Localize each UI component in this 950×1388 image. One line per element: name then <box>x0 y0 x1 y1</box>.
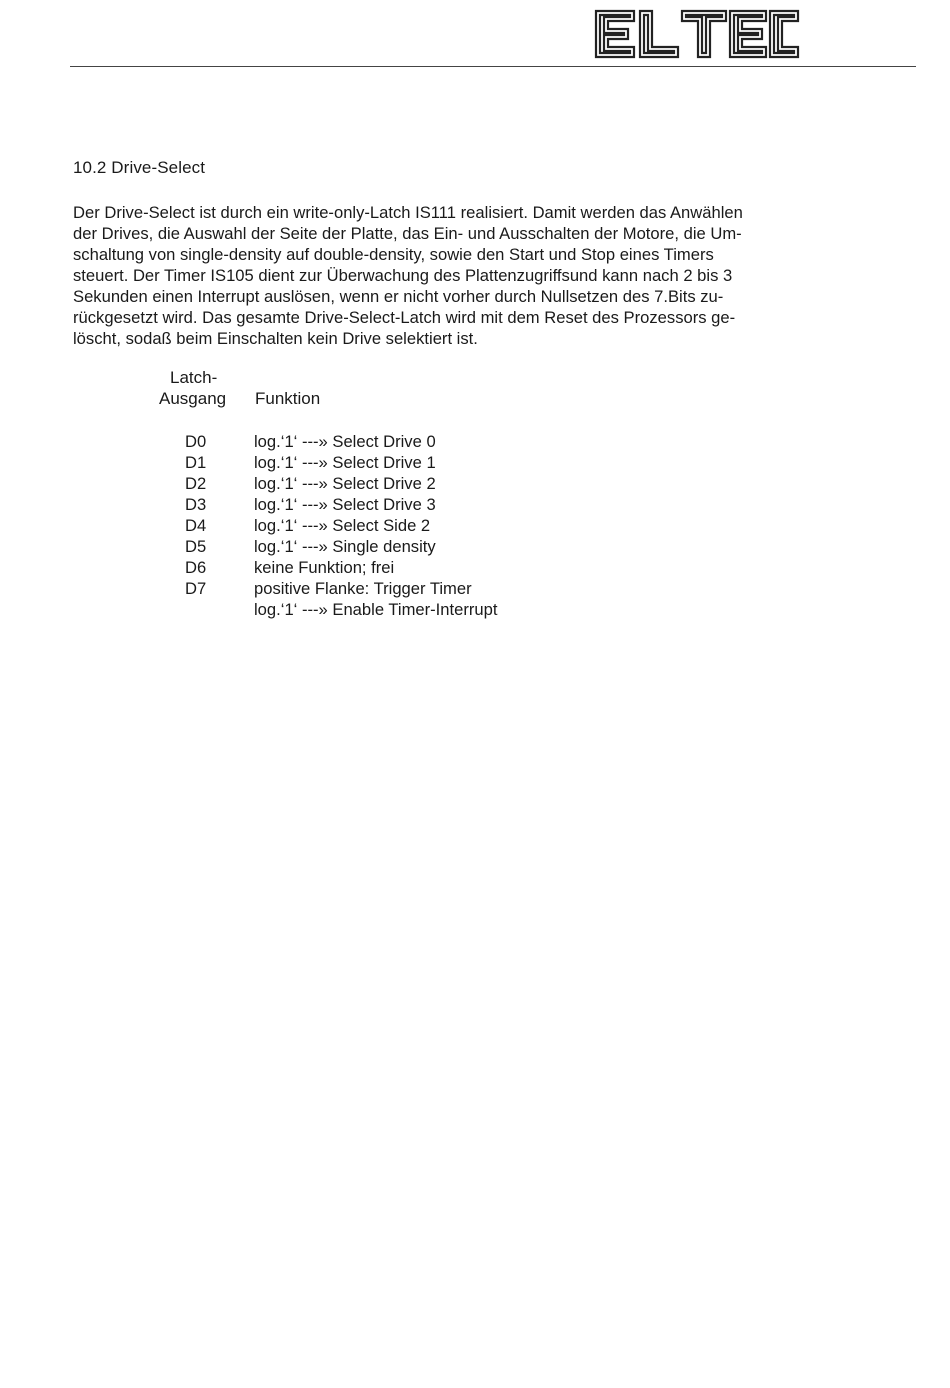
output-cell: D0 <box>185 432 207 451</box>
function-cell: log.‘1‘ ---» Select Drive 1 <box>254 453 436 472</box>
paragraph-line: Sekunden einen Interrupt auslösen, wenn er nicht vorher durch Nullsetzen des 7.Bits zu- <box>73 287 724 306</box>
table-header-output-line1: Latch- <box>170 368 218 387</box>
header-rule <box>70 66 916 67</box>
table-row <box>0 452 950 473</box>
eltec-logo <box>594 9 800 59</box>
function-cell: log.‘1‘ ---» Enable Timer-Interrupt <box>254 600 498 619</box>
function-cell: log.‘1‘ ---» Select Drive 0 <box>254 432 436 451</box>
function-cell: log.‘1‘ ---» Select Side 2 <box>254 516 431 535</box>
paragraph-line: schaltung von single-density auf double-density, sowie den Start und Stop eines Timers <box>73 245 714 264</box>
body-paragraph <box>73 202 873 349</box>
function-cell: log.‘1‘ ---» Single density <box>254 537 436 556</box>
paragraph-line: löscht, sodaß beim Einschalten kein Drive selektiert ist. <box>73 329 478 348</box>
paragraph-line: der Drives, die Auswahl der Seite der Platte, das Ein- und Ausschalten der Motore, die Um- <box>73 224 742 243</box>
paragraph-line: Der Drive-Select ist durch ein write-only-Latch IS111 realisiert. Damit werden das Anwählen <box>73 203 743 222</box>
section-title: 10.2 Drive-Select <box>73 158 206 177</box>
output-cell: D7 <box>185 579 207 598</box>
table-row <box>0 431 950 452</box>
function-cell: keine Funktion; frei <box>254 558 395 577</box>
output-cell: D6 <box>185 558 207 577</box>
output-cell: D5 <box>185 537 207 556</box>
output-cell: D2 <box>185 474 207 493</box>
table-header-output-line2: Ausgang <box>159 389 227 408</box>
paragraph-line: steuert. Der Timer IS105 dient zur Überwachung des Plattenzugriffsund kann nach 2 bis 3 <box>73 266 733 285</box>
paragraph-line: rückgesetzt wird. Das gesamte Drive-Select-Latch wird mit dem Reset des Prozessors ge- <box>73 308 736 327</box>
table-row <box>0 494 950 515</box>
table-header-function: Funktion <box>255 389 321 408</box>
table-row <box>0 578 950 599</box>
function-cell: positive Flanke: Trigger Timer <box>254 579 472 598</box>
function-cell: log.‘1‘ ---» Select Drive 2 <box>254 474 436 493</box>
table-row <box>0 557 950 578</box>
table-row <box>0 473 950 494</box>
table-row <box>0 515 950 536</box>
table-row <box>0 536 950 557</box>
table-row <box>0 599 950 620</box>
output-cell: D1 <box>185 453 207 472</box>
output-cell: D4 <box>185 516 207 535</box>
function-cell: log.‘1‘ ---» Select Drive 3 <box>254 495 436 514</box>
output-cell: D3 <box>185 495 207 514</box>
latch-table <box>0 431 950 620</box>
